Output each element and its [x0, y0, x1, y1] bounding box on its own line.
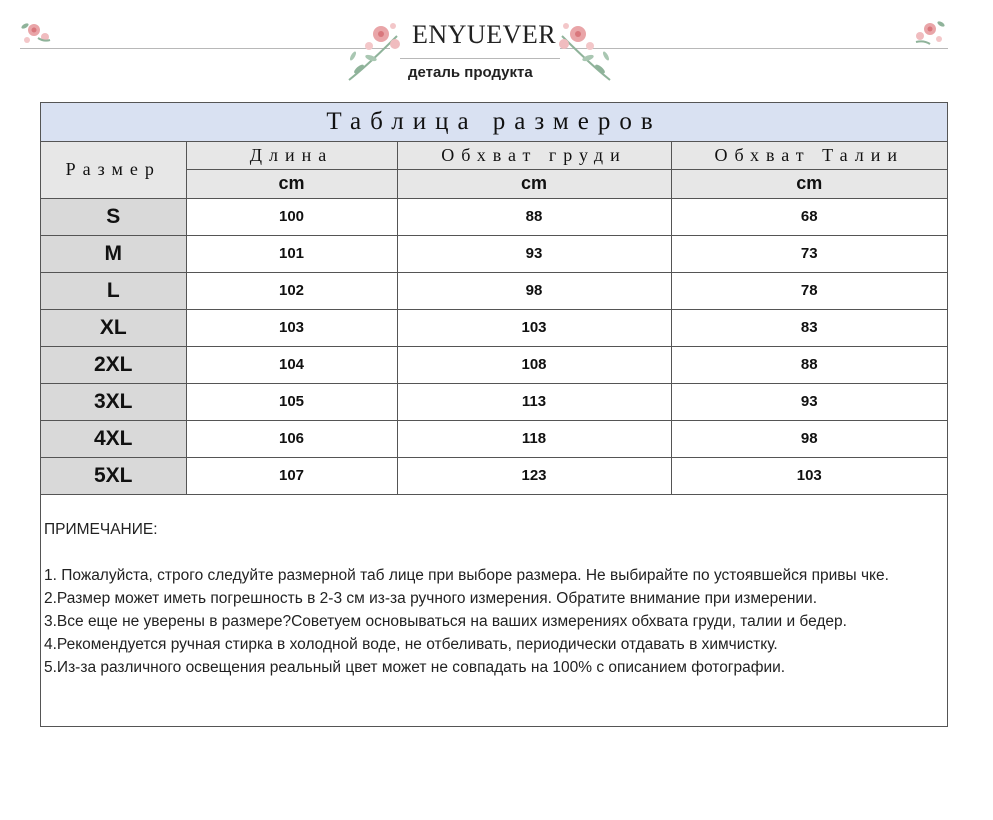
- flower-icon: [20, 18, 54, 48]
- chest-cell: 118: [397, 420, 671, 457]
- notes-title: ПРИМЕЧАНИЕ:: [44, 521, 158, 538]
- brand-underline: [400, 58, 560, 59]
- note-item: 2.Размер может иметь погрешность в 2-3 см из-за ручного измерения. Обратите внимание при измерении.: [44, 590, 818, 607]
- waist-cell: 83: [671, 309, 947, 346]
- table-row: [41, 457, 947, 494]
- table-title: Таблица размеров: [41, 103, 947, 141]
- length-cell: 102: [186, 272, 397, 309]
- chest-cell: 103: [397, 309, 671, 346]
- column-header-waist: Обхват Талии: [671, 141, 947, 169]
- size-cell: 5XL: [41, 457, 186, 494]
- brand-name: ENYUEVER: [412, 20, 557, 49]
- column-header-chest: Обхват груди: [397, 141, 671, 169]
- waist-cell: 78: [671, 272, 947, 309]
- length-cell: 103: [186, 309, 397, 346]
- waist-cell: 88: [671, 346, 947, 383]
- page-subtitle: деталь продукта: [408, 64, 533, 81]
- table-row: [41, 420, 947, 457]
- table-row: [41, 383, 947, 420]
- column-header-length: Длина: [186, 141, 397, 169]
- waist-cell: 68: [671, 198, 947, 235]
- note-item: 1. Пожалуйста, строго следуйте размерной таб лице при выборе размера. Не выбирайте по устоявшейся привы чке.: [44, 567, 889, 584]
- unit-label: cm: [186, 169, 397, 198]
- chest-cell: 98: [397, 272, 671, 309]
- header-divider-left: [20, 48, 390, 49]
- table-row: [41, 309, 947, 346]
- size-cell: 2XL: [41, 346, 186, 383]
- chest-cell: 88: [397, 198, 671, 235]
- flower-icon: [912, 16, 946, 48]
- waist-cell: 73: [671, 235, 947, 272]
- header-divider-right: [560, 48, 948, 49]
- size-cell: XL: [41, 309, 186, 346]
- waist-cell: 93: [671, 383, 947, 420]
- chest-cell: 113: [397, 383, 671, 420]
- chest-cell: 108: [397, 346, 671, 383]
- note-item: 5.Из-за различного освещения реальный цвет может не совпадать на 100% с описанием фотографии.: [44, 659, 786, 676]
- flower-icon: [345, 14, 407, 84]
- notes-section: [44, 518, 944, 679]
- product-header: [0, 0, 993, 100]
- chest-cell: 123: [397, 457, 671, 494]
- length-cell: 105: [186, 383, 397, 420]
- table-row: [41, 235, 947, 272]
- size-cell: 4XL: [41, 420, 186, 457]
- unit-label: cm: [397, 169, 671, 198]
- size-cell: M: [41, 235, 186, 272]
- flower-icon: [552, 14, 614, 84]
- waist-cell: 98: [671, 420, 947, 457]
- length-cell: 104: [186, 346, 397, 383]
- chest-cell: 93: [397, 235, 671, 272]
- length-cell: 106: [186, 420, 397, 457]
- size-column-header: Размер: [41, 141, 186, 198]
- unit-label: cm: [671, 169, 947, 198]
- table-row: [41, 198, 947, 235]
- note-item: 3.Все еще не уверены в размере?Советуем основываться на ваших измерениях обхвата груди, талии и бедер.: [44, 613, 847, 630]
- length-cell: 101: [186, 235, 397, 272]
- table-row: [41, 272, 947, 309]
- waist-cell: 103: [671, 457, 947, 494]
- length-cell: 100: [186, 198, 397, 235]
- size-cell: 3XL: [41, 383, 186, 420]
- size-cell: L: [41, 272, 186, 309]
- note-item: 4.Рекомендуется ручная стирка в холодной воде, не отбеливать, периодически отдавать в химчистку.: [44, 636, 778, 653]
- size-table: [41, 103, 947, 495]
- table-row: [41, 346, 947, 383]
- size-cell: S: [41, 198, 186, 235]
- length-cell: 107: [186, 457, 397, 494]
- size-chart-sheet: [40, 102, 948, 727]
